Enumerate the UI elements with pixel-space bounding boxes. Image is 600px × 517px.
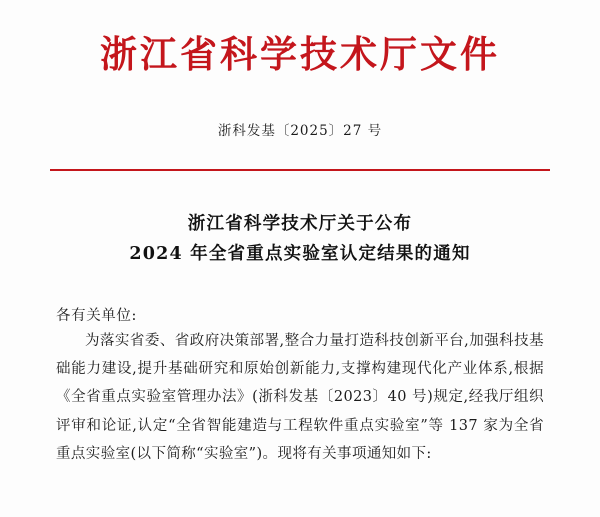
document-title-line-2: 2024 年全省重点实验室认定结果的通知: [129, 244, 471, 265]
document-title-line-1: 浙江省科学技术厅关于公布: [187, 213, 413, 234]
document-paragraph-1: 为落实省委、省政府决策部署,整合力量打造科技创新平台,加强科技基础能力建设,提升基础研究和原始创新能力,支撑构建现代化产业体系,根据《全省重点实验室管理办法》(浙科发基〔2023〕40 号)规定,经我厅组织评审和论证,认定“全省智能建造与工程软件重点实验室”等 137 家为全省重点实验室(以下简称“实验室”)。现将有关事项通知如下:: [56, 332, 544, 462]
document-masthead-title: 浙江省科学技术厅文件: [100, 32, 500, 76]
document-salutation: 各有关单位:: [56, 307, 137, 324]
red-divider-rule: [50, 169, 550, 171]
document-number: 浙科发基〔2025〕27 号: [217, 122, 383, 139]
document-title-block: [56, 209, 544, 270]
